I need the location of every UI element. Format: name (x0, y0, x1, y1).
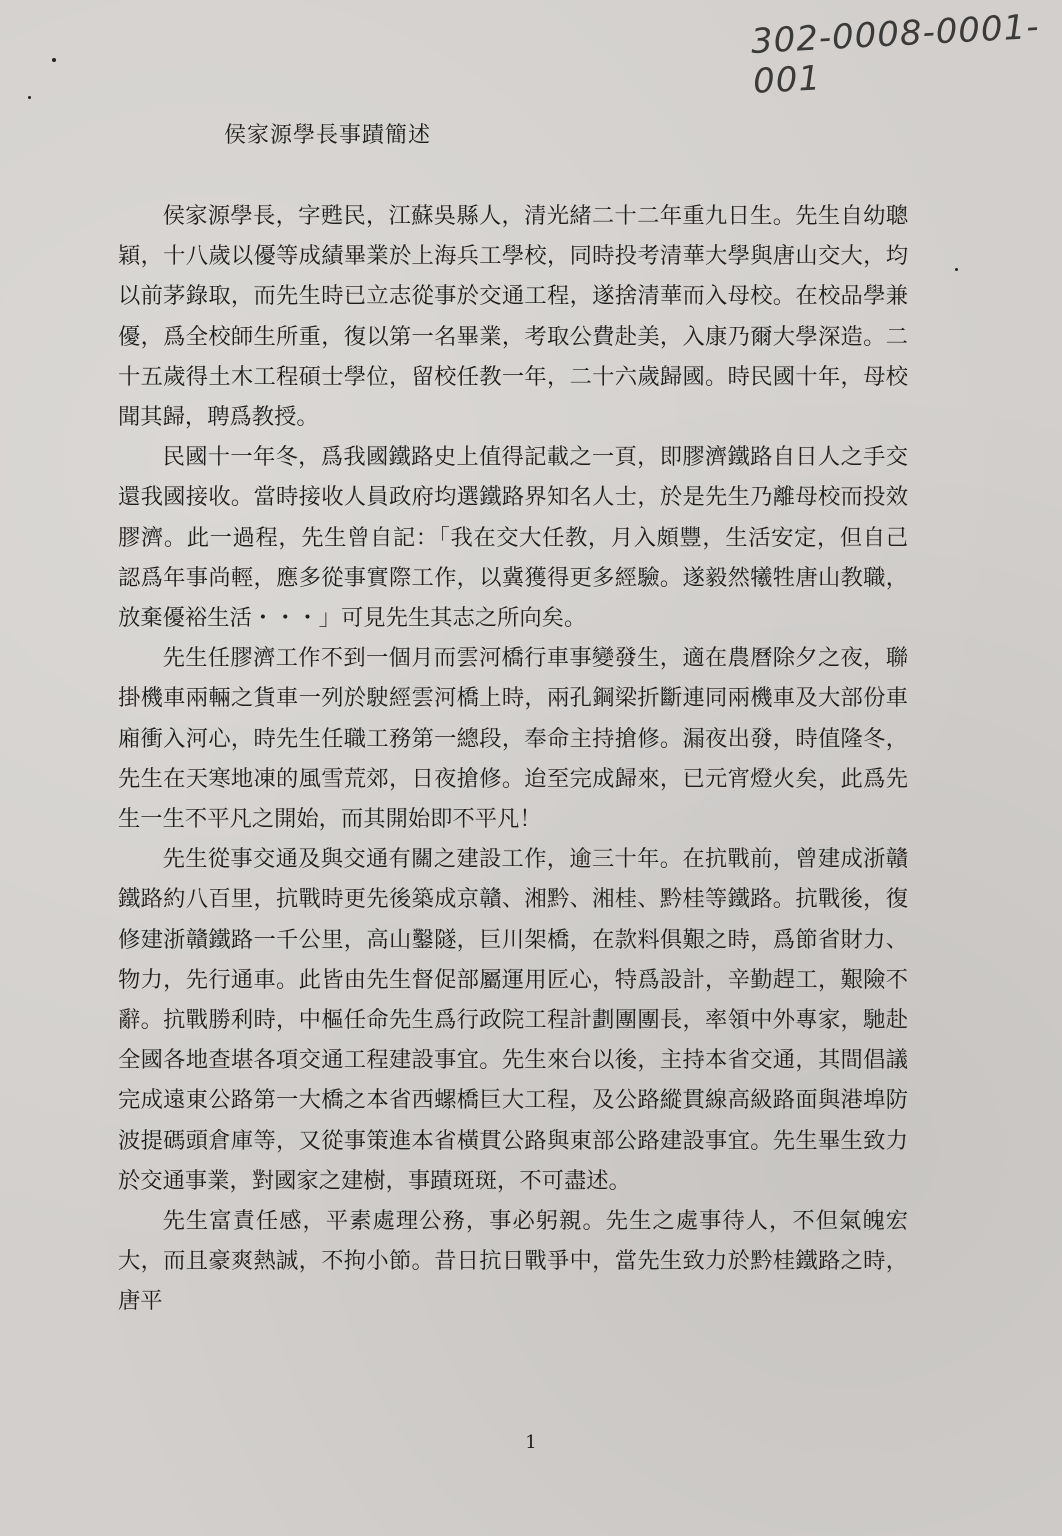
paragraph: 先生富責任感，平素處理公務，事必躬親。先生之處事待人，不但氣魄宏大，而且豪爽熱誠，不拘小節。昔日抗日戰爭中，當先生致力於黔桂鐵路之時，唐平 (118, 1208, 908, 1315)
page-number: 1 (525, 1432, 537, 1453)
page-title: 侯家源學長事蹟簡述 (224, 123, 432, 148)
paragraph: 民國十一年冬，爲我國鐵路史上值得記載之一頁，即膠濟鐵路自日人之手交還我國接收。當時接收人員政府均選鐵路界知名人士，於是先生乃離母校而投效膠濟。此一過程，先生曾自記：「我在交大任教，月入頗豐，生活安定，但自己認爲年事尚輕，應多從事實際工作，以冀獲得更多經驗。遂毅然犧牲唐山教職，放棄優裕生活・・・」可見先生其志之所向矣。 (118, 444, 908, 632)
body-text (118, 196, 908, 1322)
paragraph: 先生從事交通及與交通有關之建設工作，逾三十年。在抗戰前，曾建成浙贛鐵路約八百里，抗戰時更先後築成京贛、湘黔、湘桂、黔桂等鐵路。抗戰後，復修建浙贛鐵路一千公里，高山鑿隧，巨川架橋，在款料俱艱之時，爲節省財力、物力，先行通車。此皆由先生督促部屬運用匠心，特爲設計，辛勤趕工，艱險不辭。抗戰勝利時，中樞任命先生爲行政院工程計劃團團長，率領中外專家，馳赴全國各地查堪各項交通工程建設事宜。先生來台以後，主持本省交通，其間倡議完成遠東公路第一大橋之本省西螺橋巨大工程，及公路縱貫線高級路面與港埠防波提碼頭倉庫等，又從事策進本省橫貫公路與東部公路建設事宜。先生畢生致力於交通事業，對國家之建樹，事蹟斑斑，不可盡述。 (118, 846, 908, 1194)
ink-speck (28, 96, 31, 99)
archive-id: 302-0008-0001-001 (750, 6, 1041, 102)
ink-speck (955, 268, 958, 271)
paragraph: 先生任膠濟工作不到一個月而雲河橋行車事變發生，適在農曆除夕之夜，聯掛機車兩輛之貨車一列於駛經雲河橋上時，兩孔鋼梁折斷連同兩機車及大部份車廂衝入河心，時先生任職工務第一總段，奉命主持搶修。漏夜出發，時值隆冬，先生在天寒地凍的風雪荒郊，日夜搶修。迨至完成歸來，已元宵燈火矣，此爲先生一生不平凡之開始，而其開始即不平凡！ (118, 645, 908, 833)
paragraph: 侯家源學長，字甦民，江蘇吳縣人，清光緒二十二年重九日生。先生自幼聰穎，十八歲以優等成績畢業於上海兵工學校，同時投考清華大學與唐山交大，均以前茅錄取，而先生時已立志從事於交通工程，遂捨清華而入母校。在校品學兼優，爲全校師生所重，復以第一名畢業，考取公費赴美，入康乃爾大學深造。二十五歲得土木工程碩士學位，留校任教一年，二十六歲歸國。時民國十年，母校聞其歸，聘爲教授。 (118, 203, 908, 431)
ink-speck (52, 58, 56, 62)
